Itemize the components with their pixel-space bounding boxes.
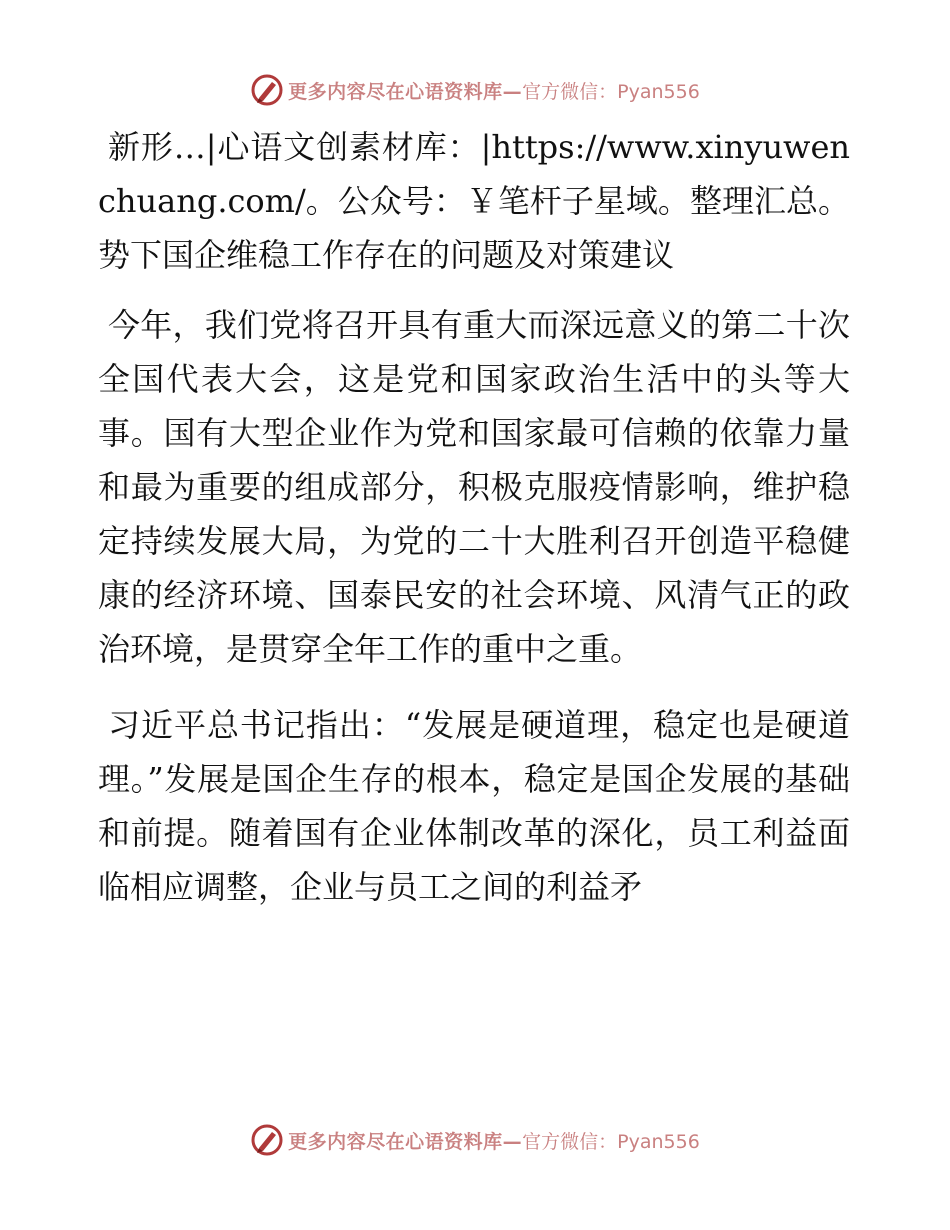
banner-text: 更多内容尽在心语资料库— [288,80,523,103]
banner-text: 更多内容尽在心语资料库— [288,1130,523,1153]
header-watermark-banner [0,70,950,110]
banner-wechat: 官方微信：Pyan556 [522,1130,700,1153]
document-body [98,120,850,936]
footer-watermark-banner [0,1120,950,1160]
pen-logo-icon [250,73,284,107]
document-paragraph: 今年，我们党将召开具有重大而深远意义的第二十次全国代表大会，这是党和国家政治生活中的头等大事。国有大型企业作为党和国家最可信赖的依靠力量和最为重要的组成部分，积极克服疫情影响，维护稳定持续发展大局，为党的二十大胜利召开创造平稳健康的经济环境、国泰民安的社会环境、风清气正的政治环境，是贯穿全年工作的重中之重。 [98,306,850,668]
banner-wechat: 官方微信：Pyan556 [522,80,700,103]
pen-logo-icon [250,1123,284,1157]
document-paragraph: 习近平总书记指出：“发展是硬道理，稳定也是硬道理。”发展是国企生存的根本，稳定是国企发展的基础和前提。随着国有企业体制改革的深化，员工利益面临相应调整，企业与员工之间的利益矛 [98,706,850,906]
document-paragraph-title: 新形…|心语文创素材库：|https://www.xinyuwenchuang.com/。公众号：￥笔杆子星域。整理汇总。势下国企维稳工作存在的问题及对策建议 [98,128,850,274]
